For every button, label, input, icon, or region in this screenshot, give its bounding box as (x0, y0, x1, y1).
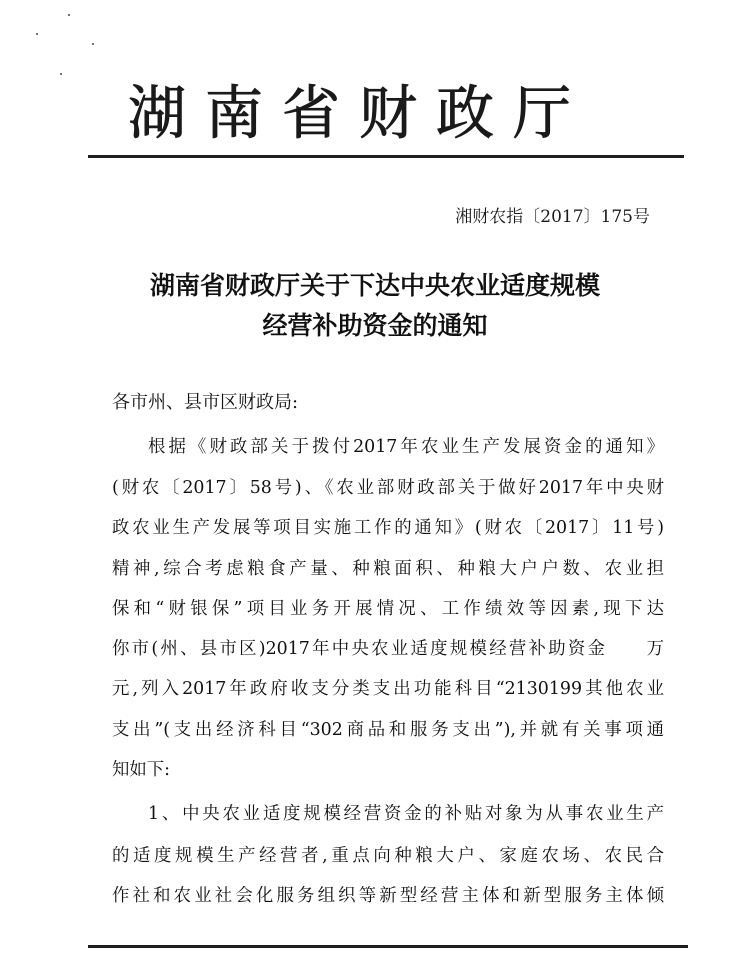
body-line: 支出”(支出经济科目“302商品和服务支出”),并就有关事项通 (112, 720, 664, 740)
body-line: 知如下: (112, 760, 171, 780)
body-line: (财农〔2017〕58号)、《农业部财政部关于做好2017年中央财 (112, 478, 664, 498)
body-line: 根据《财政部关于拨付2017年农业生产发展资金的通知》 (148, 437, 664, 457)
scan-speck (36, 33, 38, 35)
body-line: 你市(州、县市区)2017年中央农业适度规模经营补助资金 万 (112, 639, 664, 659)
salutation: 各市州、县市区财政局: (112, 392, 299, 413)
footer-rule (88, 945, 688, 948)
masthead-org-name: 湖南省财政厅 (128, 79, 591, 147)
document-number: 湘财农指〔2017〕175号 (455, 207, 650, 227)
body-line: 1、中央农业适度规模经营资金的补贴对象为从事农业生产 (148, 804, 664, 824)
body-line: 政农业生产发展等项目实施工作的通知》(财农〔2017〕11号) (112, 518, 664, 538)
body-line: 精神,综合考虑粮食产量、种粮面积、种粮大户户数、农业担 (112, 559, 664, 579)
body-line: 元,列入2017年政府收支分类支出功能科目“2130199其他农业 (112, 679, 664, 699)
document-title-line-1: 湖南省财政厅关于下达中央农业适度规模 (149, 271, 600, 300)
masthead-rule (88, 155, 684, 158)
body-line: 作社和农业社会化服务组织等新型经营主体和新型服务主体倾 (112, 886, 664, 906)
scan-speck (68, 14, 70, 16)
body-line: 的适度规模生产经营者,重点向种粮大户、家庭农场、农民合 (112, 846, 664, 866)
body-line: 保和“财银保”项目业务开展情况、工作绩效等因素,现下达 (112, 599, 664, 619)
document-title-line-2: 经营补助资金的通知 (262, 311, 488, 340)
scan-speck (92, 43, 94, 45)
scan-speck (60, 73, 62, 75)
